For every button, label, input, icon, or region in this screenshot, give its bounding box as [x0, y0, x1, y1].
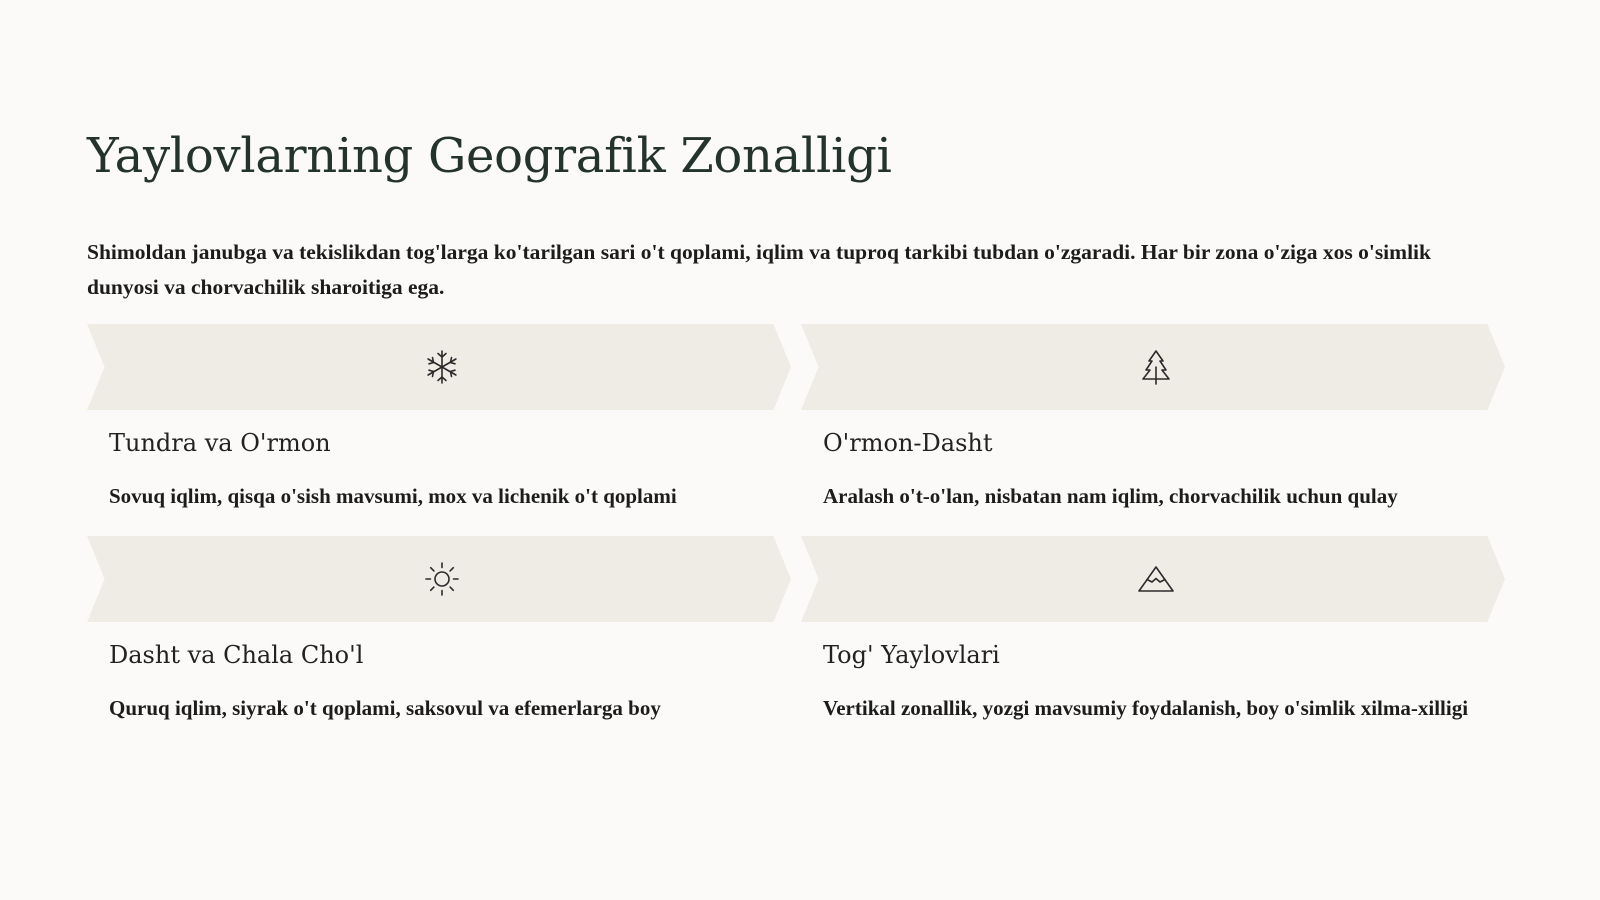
- snowflake-icon: [422, 347, 462, 387]
- zone-card-tundra: [87, 324, 801, 536]
- mountain-icon: [1136, 559, 1176, 599]
- zone-name: Tundra va O'rmon: [109, 429, 331, 457]
- zone-card-steppe: [87, 536, 801, 748]
- zone-card-mountain: [801, 536, 1515, 748]
- intro-paragraph: Shimoldan janubga va tekislikdan tog'larga ko'tarilgan sari o't qoplami, iqlim va tuproq tarkibi tubdan o'zgaradi. Har bir zona o'ziga xos o'simlik dunyosi va chorvachilik sharoitiga ega.: [87, 240, 1431, 299]
- tree-icon: [1136, 347, 1176, 387]
- zone-description: Sovuq iqlim, qisqa o'sish mavsumi, mox va lichenik o't qoplami: [109, 484, 677, 508]
- zone-name: O'rmon-Dasht: [823, 429, 993, 457]
- page-title: Yaylovlarning Geografik Zonalligi: [87, 128, 892, 184]
- zone-card-forest-steppe: [801, 324, 1515, 536]
- zone-description: Quruq iqlim, siyrak o't qoplami, saksovul va efemerlarga boy: [109, 696, 661, 720]
- zone-description: Vertikal zonallik, yozgi mavsumiy foydalanish, boy o'simlik xilma-xilligi: [823, 696, 1469, 720]
- zone-name: Tog' Yaylovlari: [823, 641, 1000, 669]
- zone-name: Dasht va Chala Cho'l: [109, 641, 364, 669]
- sun-icon: [422, 559, 462, 599]
- zone-description: Aralash o't-o'lan, nisbatan nam iqlim, chorvachilik uchun qulay: [823, 484, 1398, 508]
